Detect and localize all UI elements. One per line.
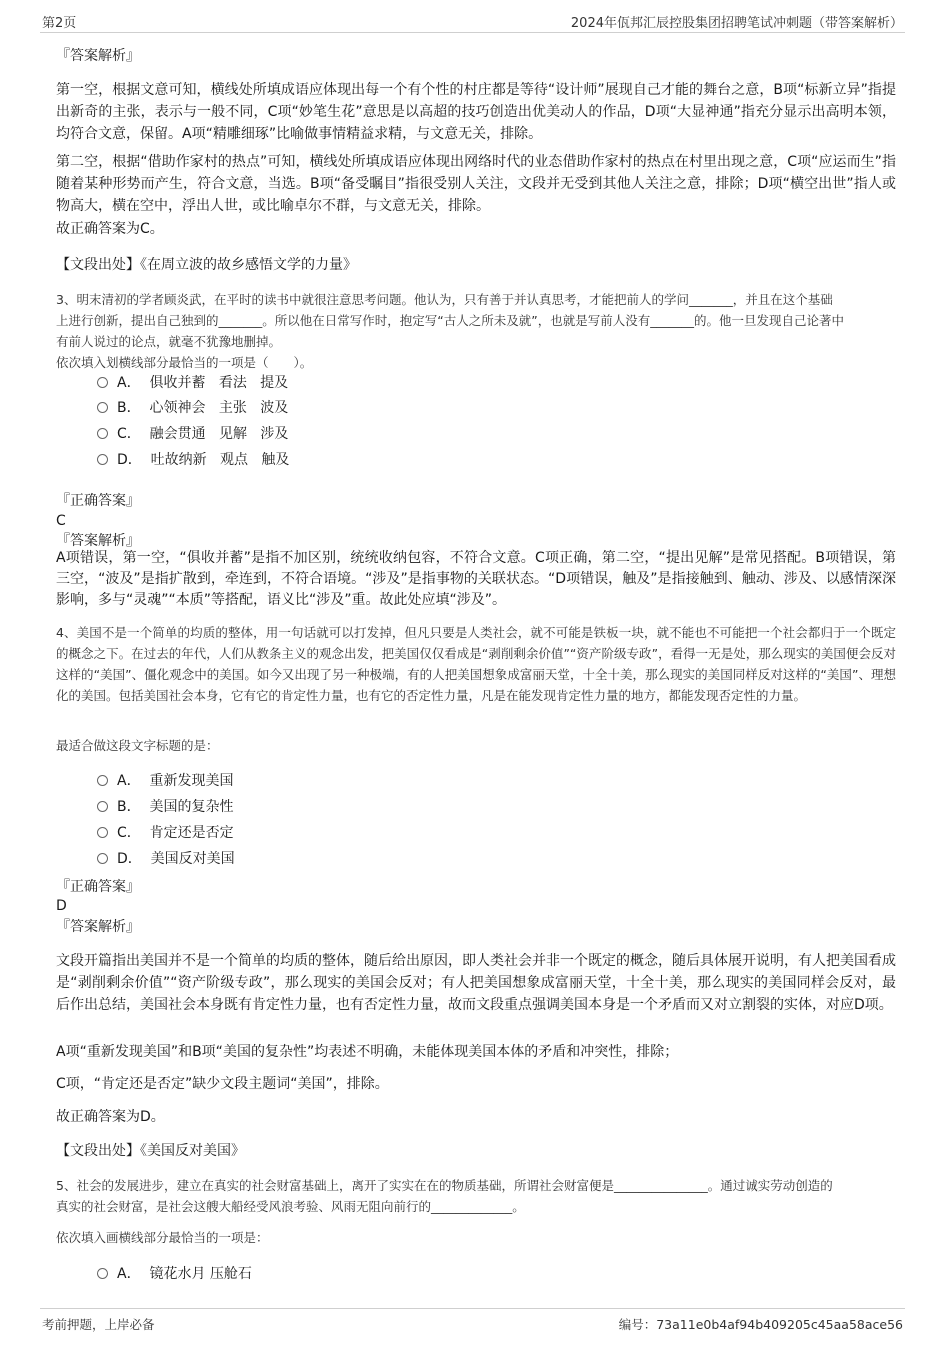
radio-icon[interactable] <box>97 801 108 812</box>
analysis-label: 『答案解析』 <box>56 533 140 549</box>
question-3-stem <box>56 289 896 373</box>
fill-blank: _______ <box>688 292 733 307</box>
correct-answer: D <box>56 898 67 914</box>
option-label: B． 美国的复杂性 <box>117 799 234 815</box>
stem-text: 上进行创新，提出自己独到的 <box>56 313 219 328</box>
stem-text: 真实的社会财富，是社会这艘大船经受风浪考验、风雨无阻向前行的 <box>56 1199 432 1214</box>
option-c[interactable] <box>97 424 288 444</box>
option-d[interactable] <box>97 849 235 869</box>
analysis-paragraph: 第一空，根据文意可知，横线处所填成语应体现出每一个有个性的村庄都是等待“设计师”展现自己才能的舞台之意，B项“标新立异”指提出新奇的主张，表示与一般不同，C项“妙笔生花”意思是以高超的技巧创造出优美动人的作品，D项“大显神通”指充分显示出高明本领，均符合文意，保留。A项“精雕细琢”比喻做事情精益求精，与文意无关，排除。 <box>56 82 896 142</box>
analysis-label: 『答案解析』 <box>56 48 140 64</box>
question-prompt: 依次填入划横线部分最恰当的一项是（ ）。 <box>56 355 313 370</box>
option-c[interactable] <box>97 823 234 843</box>
question-prompt: 最适合做这段文字标题的是： <box>56 738 219 753</box>
analysis-paragraph: A项“重新发现美国”和B项“美国的复杂性”均表述不明确，未能体现美国本体的矛盾和冲突性，排除； <box>56 1044 679 1060</box>
document-id: 编号：73a11e0b4af94b409205c45aa58ace56 <box>618 1317 903 1332</box>
radio-icon[interactable] <box>97 827 108 838</box>
stem-text: 5、社会的发展进步，建立在真实的社会财富基础上，离开了实实在在的物质基础，所谓社会财富便是 <box>56 1178 614 1193</box>
stem-line <box>56 1175 896 1196</box>
fill-blank: _______ <box>650 313 694 328</box>
correct-answer: C <box>56 513 66 529</box>
answer-conclusion: 故正确答案为C。 <box>56 221 164 237</box>
source-reference: 【文段出处】《在周立波的故乡感悟文学的力量》 <box>56 257 357 273</box>
option-d[interactable] <box>97 450 289 470</box>
option-b[interactable] <box>97 797 234 817</box>
option-label: D． 美国反对美国 <box>117 851 235 867</box>
option-a[interactable] <box>97 1264 252 1284</box>
page-header <box>40 0 905 33</box>
stem-line <box>56 310 896 331</box>
stem-text: 。所以他在日常写作时，抱定写“古人之所未及就”，也就是写前人没有 <box>262 313 651 328</box>
stem-line: 有前人说过的论点，就毫不犹豫地删掉。 <box>56 334 282 349</box>
stem-line <box>56 1196 896 1217</box>
fill-blank: _______ <box>218 313 263 328</box>
analysis-paragraph: C项，“肯定还是否定”缺少文段主题词“美国”，排除。 <box>56 1076 389 1092</box>
stem-line <box>56 289 896 310</box>
analysis-paragraph: A项错误，第一空，“俱收并蓄”是指不加区别，统统收纳包容，不符合文意。C项正确，第二空，“提出见解”是常见搭配。B项错误，第三空，“波及”是指扩散到，牵连到，不符合语境。“涉及”是指事物的关联状态。“D项错误，触及”是指接触到、触动、涉及、以感情深深影响，多与“灵魂”“本质”等搭配，语义比“涉及”重。故此处应填“涉及”。 <box>56 550 896 608</box>
stem-text: 3、明末清初的学者顾炎武，在平时的读书中就很注意思考问题。他认为，只有善于并认真思考，才能把前人的学问 <box>56 292 689 307</box>
source-reference: 【文段出处】《美国反对美国》 <box>56 1143 245 1159</box>
analysis-paragraph: 文段开篇指出美国并不是一个简单的均质的整体，随后给出原因，即人类社会并非一个既定的概念，随后具体展开说明，有人把美国看成是“剥削剩余价值”“资产阶级专政”，那么现实的美国会反对；有人把美国想象成富丽天堂，十全十美，那么现实的美国同样会反对，最后作出总结，美国社会本身既有肯定性力量，也有否定性力量，故而文段重点强调美国本身是一个矛盾而又对立割裂的实体，对应D项。 <box>56 953 896 1013</box>
option-label: C． 融会贯通 见解 涉及 <box>117 426 289 442</box>
option-label: D． 吐故纳新 观点 触及 <box>117 452 290 468</box>
option-label: C． 肯定还是否定 <box>117 825 234 841</box>
option-b[interactable] <box>97 398 288 418</box>
option-label: A． 重新发现美国 <box>117 773 234 789</box>
question-4-stem: 4、美国不是一个简单的均质的整体，用一句话就可以打发掉，但凡只要是人类社会，就不可能是铁板一块，就不能也不可能把一个社会都归于一个既定的概念之下。在过去的年代，人们从教条主义的观念出发，把美国仅仅看成是“剥削剩余价值”“资产阶级专政”，看得一无是处，那么现实的美国便会反对这样的“美国”、僵化观念中的美国。如今又出现了另一种极端，有的人把美国想象成富丽天堂，十全十美，那么现实的美国同样反对这样的“美国”、理想化的美国。包括美国社会本身，它有它的肯定性力量，也有它的否定性力量，凡是在能发现肯定性力量的地方，都能发现否定性的力量。 <box>56 625 897 703</box>
fill-blank: _______________ <box>613 1178 708 1193</box>
option-label: B． 心领神会 主张 波及 <box>117 400 289 416</box>
radio-icon[interactable] <box>97 377 108 388</box>
radio-icon[interactable] <box>97 428 108 439</box>
radio-icon[interactable] <box>97 853 108 864</box>
correct-answer-label: 『正确答案』 <box>56 879 140 895</box>
question-prompt: 依次填入画横线部分最恰当的一项是： <box>56 1230 269 1245</box>
stem-text: ，并且在这个基础 <box>732 292 833 307</box>
document-title: 2024年佤邦汇辰控股集团招聘笔试冲刺题（带答案解析） <box>570 16 903 31</box>
page-footer <box>40 1308 905 1339</box>
fill-blank: _____________ <box>431 1199 513 1214</box>
analysis-label: 『答案解析』 <box>56 919 140 935</box>
stem-text: 。通过诚实劳动创造的 <box>707 1178 833 1193</box>
analysis-paragraph: 第二空，根据“借助作家村的热点”可知，横线处所填成语应体现出网络时代的业态借助作家村的热点在村里出现之意，C项“应运而生”指随着某种形势而产生，符合文意，当选。B项“备受瞩目”指很受别人关注，文段并无受到其他人关注之意，排除；D项“横空出世”指人或物高大，横在空中，浮出人世，或比喻卓尔不群，与文意无关，排除。 <box>56 154 896 214</box>
correct-answer-label: 『正确答案』 <box>56 493 140 509</box>
stem-text: 的。他一旦发现自己论著中 <box>693 313 844 328</box>
option-label: A． 俱收并蓄 看法 提及 <box>117 375 289 391</box>
option-label: A． 镜花水月 压舱石 <box>117 1266 252 1282</box>
question-5-stem <box>56 1175 896 1217</box>
footer-slogan: 考前押题，上岸必备 <box>42 1317 155 1332</box>
option-a[interactable] <box>97 771 233 791</box>
radio-icon[interactable] <box>97 775 108 786</box>
radio-icon[interactable] <box>97 1268 108 1279</box>
answer-conclusion: 故正确答案为D。 <box>56 1109 165 1125</box>
option-a[interactable] <box>97 373 288 393</box>
radio-icon[interactable] <box>97 454 108 465</box>
radio-icon[interactable] <box>97 402 108 413</box>
page-number: 第2页 <box>42 16 77 31</box>
stem-text: 。 <box>512 1199 525 1214</box>
